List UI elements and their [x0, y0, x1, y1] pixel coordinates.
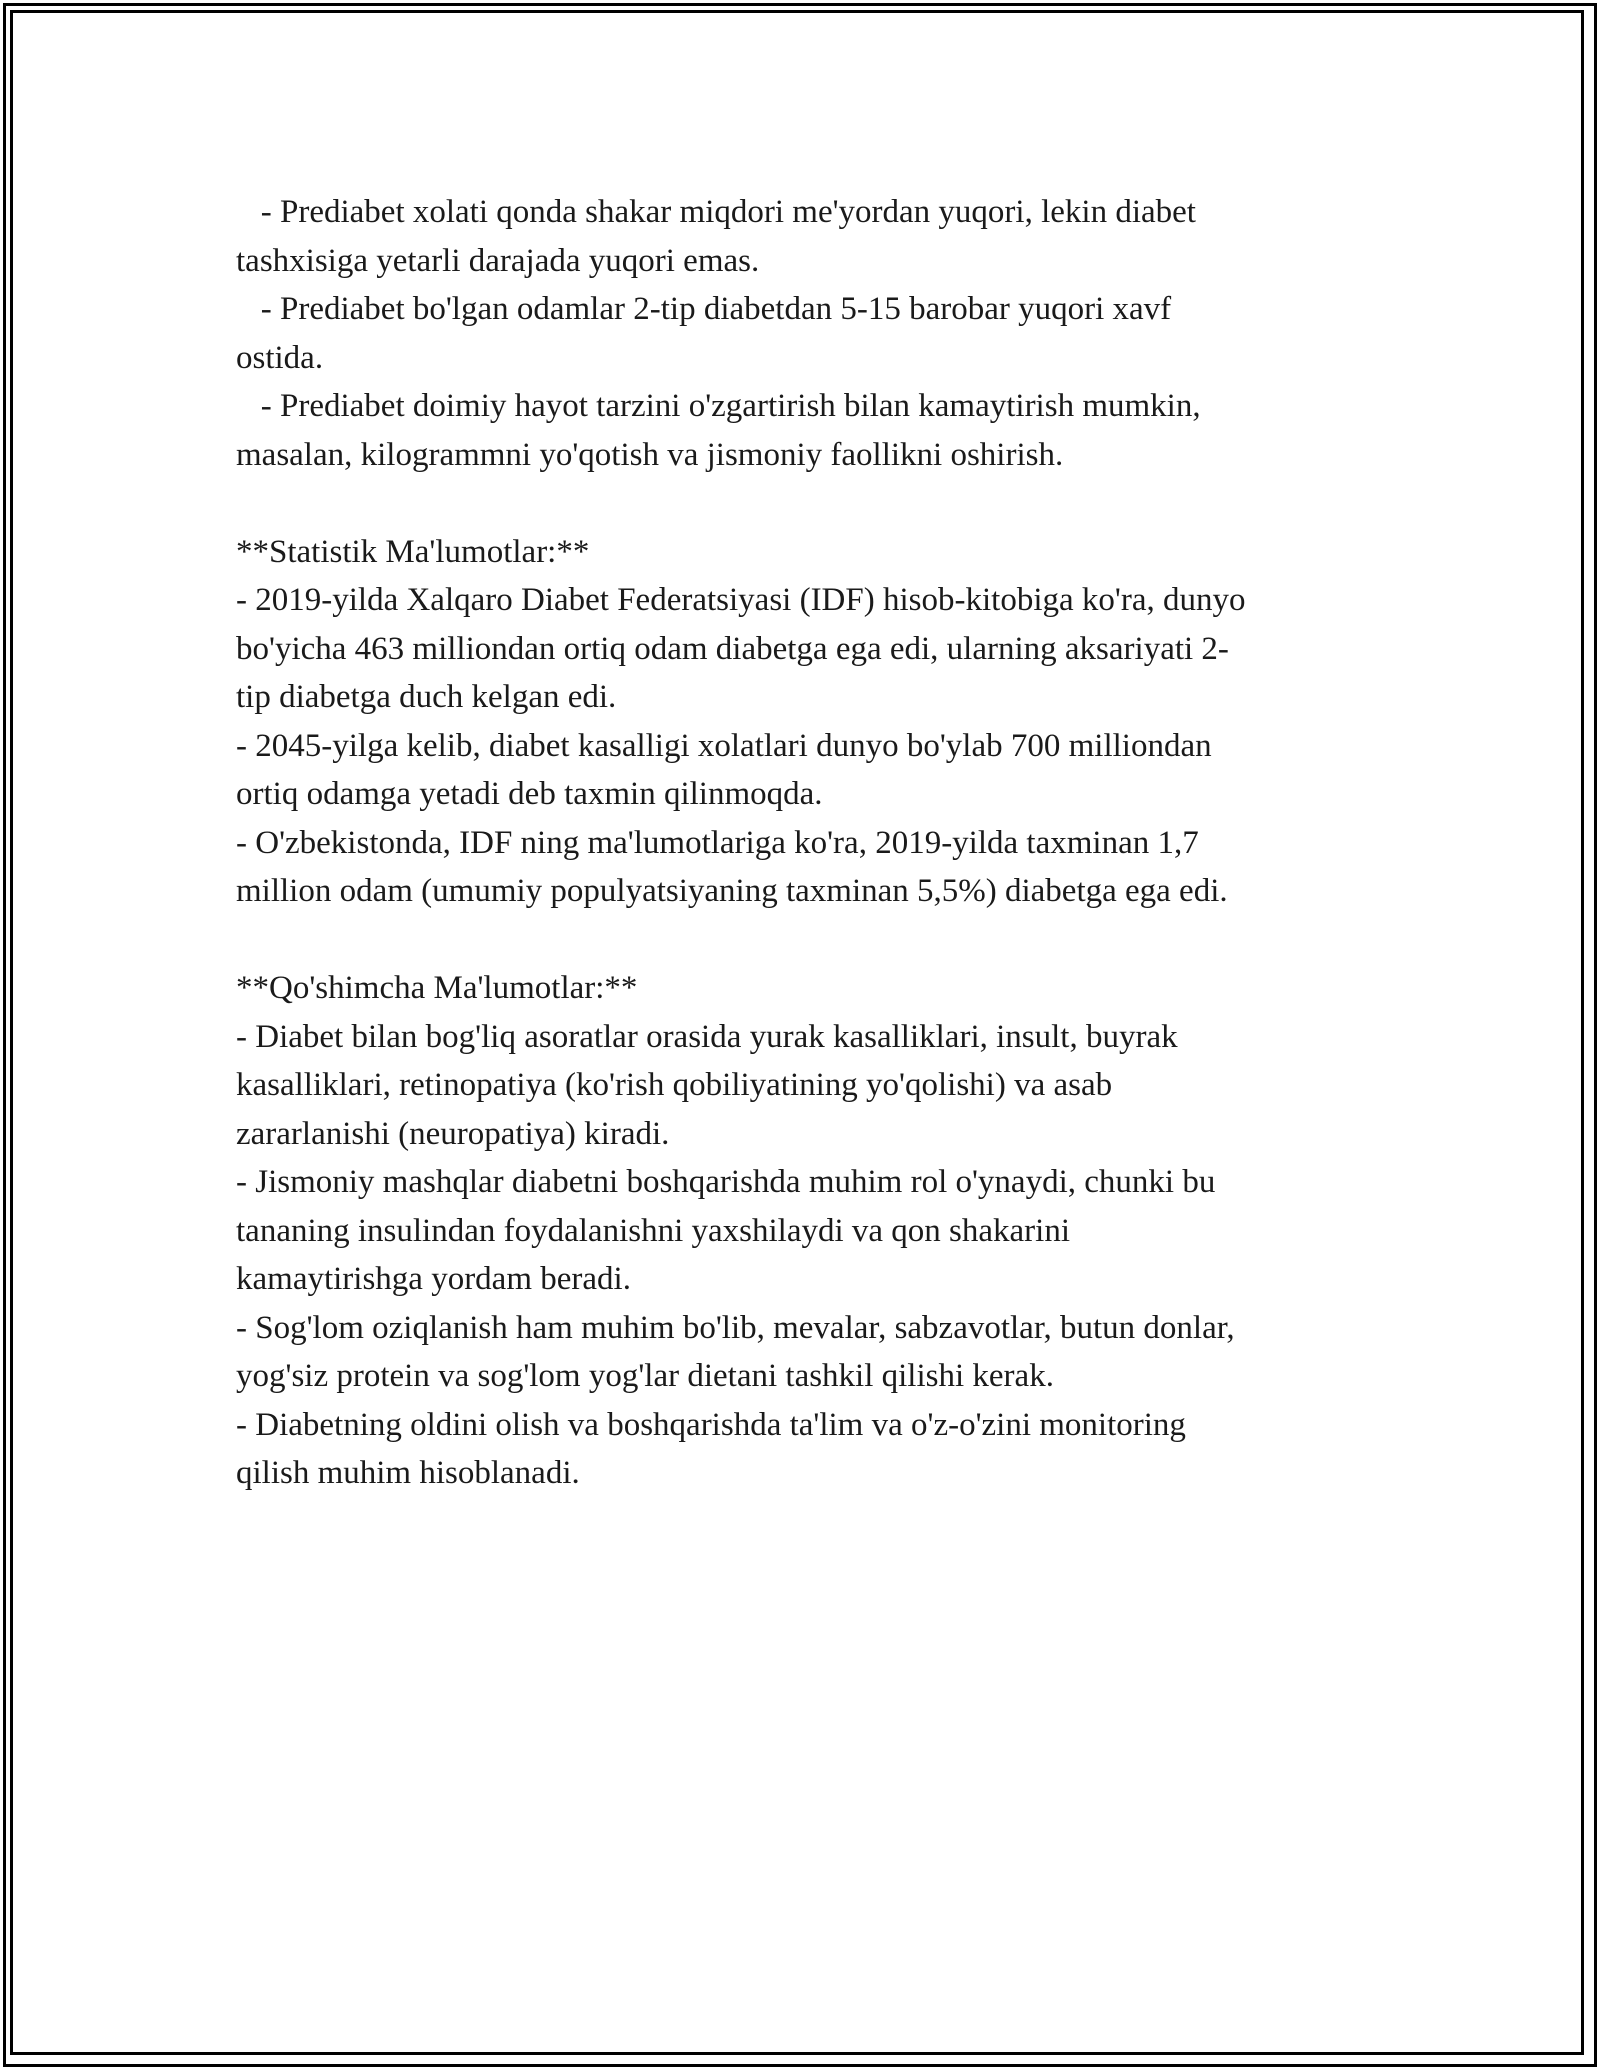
text-line: - O'zbekistonda, IDF ning ma'lumotlariga ko'ra, 2019-yilda taxminan 1,7: [236, 824, 1199, 861]
text-line: kamaytirishga yordam beradi.: [236, 1261, 631, 1297]
section-heading-additional: **Qo'shimcha Ma'lumotlar:**: [236, 970, 638, 1006]
text-line: - Prediabet xolati qonda shakar miqdori me'yordan yuqori, lekin diabet: [236, 194, 1196, 230]
text-line: kasalliklari, retinopatiya (ko'rish qobiliyatining yo'qolishi) va asab: [236, 1067, 1113, 1103]
text-line: tip diabetga duch kelgan edi.: [236, 679, 617, 715]
text-line: - Diabet bilan bog'liq asoratlar orasida yurak kasalliklari, insult, buyrak: [236, 1018, 1178, 1055]
text-line: bo'yicha 463 milliondan ortiq odam diabetga ega edi, ularning aksariyati 2-: [236, 630, 1229, 667]
text-line: - Diabetning oldini olish va boshqarishda ta'lim va o'z-o'zini monitoring: [236, 1406, 1186, 1443]
text-line: tananing insulindan foydalanishni yaxshilaydi va qon shakarini: [236, 1212, 1071, 1249]
text-line: - 2019-yilda Xalqaro Diabet Federatsiyasi (IDF) hisob-kitobiga ko'ra, dunyo: [236, 582, 1246, 618]
section-heading-statistics: **Statistik Ma'lumotlar:**: [236, 533, 590, 570]
text-line: - Prediabet bo'lgan odamlar 2-tip diabetdan 5-15 barobar yuqori xavf: [236, 291, 1172, 327]
text-line: - Jismoniy mashqlar diabetni boshqarishda muhim rol o'ynaydi, chunki bu: [236, 1164, 1216, 1200]
text-line: ostida.: [236, 339, 324, 376]
text-line: - 2045-yilga kelib, diabet kasalligi xolatlari dunyo bo'ylab 700 milliondan: [236, 727, 1212, 764]
paragraph-spacer: [236, 916, 1376, 965]
text-line: - Sog'lom oziqlanish ham muhim bo'lib, mevalar, sabzavotlar, butun donlar,: [236, 1309, 1235, 1346]
text-line: million odam (umumiy populyatsiyaning taxminan 5,5%) diabetga ega edi.: [236, 873, 1228, 909]
paragraph-spacer: [236, 479, 1376, 528]
text-line: tashxisiga yetarli darajada yuqori emas.: [236, 242, 760, 279]
text-line: yog'siz protein va sog'lom yog'lar dietani tashkil qilishi kerak.: [236, 1358, 1054, 1394]
text-line: masalan, kilogrammni yo'qotish va jismoniy faollikni oshirish.: [236, 436, 1064, 473]
text-line: qilish muhim hisoblanadi.: [236, 1455, 580, 1491]
text-line: zararlanishi (neuropatiya) kiradi.: [236, 1115, 670, 1152]
document-body: [236, 188, 1376, 1498]
text-line: - Prediabet doimiy hayot tarzini o'zgartirish bilan kamaytirish mumkin,: [236, 388, 1201, 424]
text-line: ortiq odamga yetadi deb taxmin qilinmoqda.: [236, 776, 823, 812]
